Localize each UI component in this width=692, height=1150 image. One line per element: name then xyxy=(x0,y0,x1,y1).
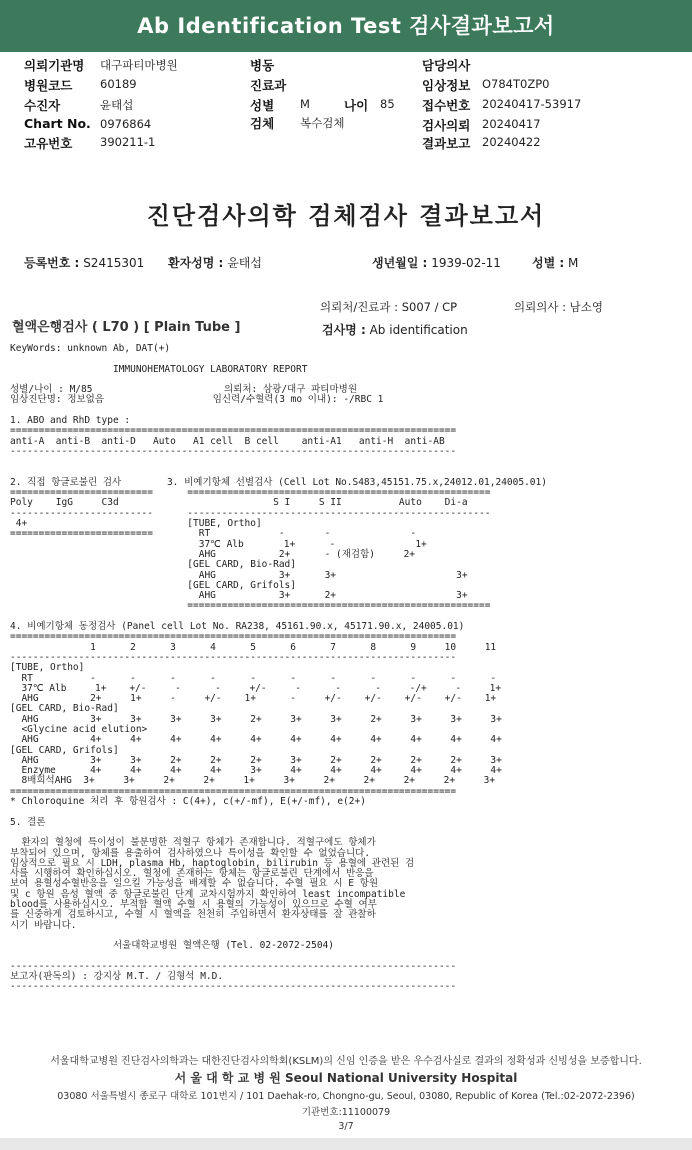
lab-report-body xyxy=(10,344,547,993)
report-line: ========================= ===================================================== xyxy=(10,487,491,499)
report-sex-value: M xyxy=(568,256,579,270)
report-line: ------------------------------------------------------------------------------ xyxy=(10,445,457,457)
report-line: 성별/나이 : M/85 의뢰처: 삼광/대구 파티마병원 xyxy=(10,384,358,396)
report-line: ===================================================== xyxy=(10,600,491,612)
report-line: IMMUNOHEMATOLOGY LABORATORY REPORT xyxy=(10,363,308,375)
label-chart-no: Chart No. xyxy=(24,116,91,131)
report-line: <Glycine acid elution> xyxy=(10,723,148,735)
birth-field xyxy=(372,254,501,271)
label-request-date: 검사의뢰 xyxy=(422,118,471,133)
patient-field xyxy=(168,254,262,271)
test-name-value: Ab identification xyxy=(369,323,468,337)
report-line: AHG 3+ 3+ 2+ 2+ 2+ 3+ 2+ 2+ 2+ 2+ 3+ xyxy=(10,754,502,766)
report-line: 보고자(판독의) : 강지상 M.T. / 김형석 M.D. xyxy=(10,971,224,983)
label-report-date: 결과보고 xyxy=(422,136,471,151)
label-department: 진료과 xyxy=(250,78,287,93)
value-receiver: 윤태섭 xyxy=(100,98,134,112)
report-line: AHG 4+ 4+ 4+ 4+ 4+ 4+ 4+ 4+ 4+ 4+ 4+ xyxy=(10,734,502,746)
value-specimen: 복수검체 xyxy=(300,116,345,130)
report-line: 임상적으로 필요 시 LDH, plasma Hb, haptoglobin, bilirubin 등 용혈에 관련된 검 xyxy=(10,857,415,869)
report-line: 사를 시행하여 확인하십시오. 혈청에 존재하는 항체는 항글로불린 단계에서 반응을 xyxy=(10,868,374,880)
report-line: AHG 2+ 1+ - +/- 1+ - +/- +/- +/- +/- 1+ xyxy=(10,693,497,705)
report-line: 보여 용혈성수혈반응을 일으킬 가능성을 배제할 수 없습니다. 수혈 필요 시 E 항원 xyxy=(10,878,379,890)
reg-no-value: S2415301 xyxy=(83,256,145,270)
label-receiver: 수진자 xyxy=(24,98,61,113)
report-sex-field xyxy=(532,254,578,271)
report-line: 37℃ Alb 1+ +/- - - +/- - - - -/+ - 1+ xyxy=(10,682,502,694)
report-line: 1. ABO and RhD type : xyxy=(10,415,131,427)
report-line: [GEL CARD, Bio-Rad] xyxy=(10,559,296,571)
report-line: AHG 3+ 2+ 3+ xyxy=(10,590,468,602)
value-institution: 대구파티마병원 xyxy=(100,58,178,72)
report-line: KeyWords: unknown Ab, DAT(+) xyxy=(10,343,171,354)
report-line: Enzyme 4+ 4+ 4+ 4+ 3+ 4+ 4+ 4+ 4+ 4+ 4+ xyxy=(10,765,502,777)
report-line: [TUBE, Ortho] xyxy=(10,662,85,674)
report-line: anti-A anti-B anti-D Auto A1 cell B cell anti-A1 anti-H anti-AB xyxy=(10,435,445,447)
report-line: 4. 비예기항체 동정검사 (Panel cell Lot No. RA238, 45161.90.x, 45171.90.x, 24005.01) xyxy=(10,621,465,633)
value-age: 85 xyxy=(380,97,395,111)
patient-value: 윤태섭 xyxy=(227,256,262,270)
label-clinical-info: 임상정보 xyxy=(422,78,471,93)
label-unique-no: 고유번호 xyxy=(24,136,73,151)
reg-no-field xyxy=(24,254,144,271)
report-sex-label: 성별 : xyxy=(532,256,565,270)
report-line: Poly IgG C3d S I S II Auto Di-a xyxy=(10,497,468,509)
page-number: 3/7 xyxy=(338,1121,354,1132)
value-chart-no: 0976864 xyxy=(100,117,152,131)
ref-doctor: 의뢰의사 : 남소영 xyxy=(514,300,603,314)
report-line: [GEL CARD, Bio-Rad] xyxy=(10,703,119,715)
report-line: 부착되어 있으며, 항체를 용출하여 검사하였으나 특이성을 확인할 수 없었습니다. xyxy=(10,847,371,859)
test-name-label: 검사명 : xyxy=(322,323,366,337)
label-ward: 병동 xyxy=(250,58,275,73)
patient-label: 환자성명 : xyxy=(168,256,224,270)
org-no: 기관번호:11100079 xyxy=(301,1107,391,1118)
value-receipt-no: 20240417-53917 xyxy=(482,97,582,111)
hospital-name: 서 울 대 학 교 병 원 Seoul National University Hospital xyxy=(174,1071,518,1085)
report-line: blood를 사용하십시오. 부적합 혈액 수혈 시 용혈의 가능성이 있으므로 수혈 여부 xyxy=(10,899,377,911)
value-sex: M xyxy=(300,97,310,111)
value-clinical-info: O784T0ZP0 xyxy=(482,77,550,91)
report-line: 8배희석AHG 3+ 3+ 2+ 2+ 1+ 3+ 2+ 2+ 2+ 2+ 3+ xyxy=(10,775,496,787)
label-institution: 의뢰기관명 xyxy=(24,58,85,73)
test-name-field xyxy=(322,321,468,338)
banner-title: Ab Identification Test 검사결과보고서 xyxy=(137,14,555,38)
report-line: 임상진단명: 정보없음 임신력/수혈력(3 mo 이내): -/RBC 1 xyxy=(10,394,384,406)
test-group: 혈액은행검사 ( L70 ) [ Plain Tube ] xyxy=(12,320,241,335)
value-request-date: 20240417 xyxy=(482,117,541,131)
report-line: [GEL CARD, Grifols] xyxy=(10,744,119,756)
report-line: ============================================================================== xyxy=(10,631,457,643)
report-line: * Chloroquine 처리 후 항원검사 : C(4+), c(+/-mf), E(+/-mf), e(2+) xyxy=(10,796,366,808)
birth-label: 생년월일 : xyxy=(372,256,428,270)
label-doctor: 담당의사 xyxy=(422,58,471,73)
report-line: 환자의 혈청에 특이성이 불분명한 적혈구 항체가 존재합니다. 적혈구에도 항체가 xyxy=(10,837,376,849)
report-line: AHG 2+ - (재검함) 2+ xyxy=(10,548,416,560)
report-line: 4+ [TUBE, Ortho] xyxy=(10,518,262,530)
report-line: ------------------------------------------------------------------------------ xyxy=(10,981,457,993)
value-unique-no: 390211-1 xyxy=(100,135,156,149)
report-line: 시기 바랍니다. xyxy=(10,919,77,931)
report-line: 를 신중하게 검토하시고, 수혈 시 혈액을 천천히 주입하면서 환자상태를 잘 관찰하 xyxy=(10,909,376,921)
report-line: AHG 3+ 3+ 3+ 3+ 2+ 3+ 3+ 2+ 3+ 3+ 3+ xyxy=(10,713,502,725)
label-age: 나이 xyxy=(344,98,369,113)
cert-text: 서울대학교병원 진단검사의학과는 대한진단검사의학회(KSLM)의 신임 인증을 받은 우수검사실로 결과의 정확성과 신빙성을 보증합니다. xyxy=(50,1056,642,1067)
report-title: 진단검사의학 검체검사 결과보고서 xyxy=(146,202,546,230)
value-report-date: 20240422 xyxy=(482,135,541,149)
report-line: ========================= RT - - - xyxy=(10,528,417,540)
report-line: 5. 결론 xyxy=(10,816,46,828)
hospital-address: 03080 서울특별시 종로구 대학로 101번지 / 101 Daehak-ro, Chongno-gu, Seoul, 03080, Republic of Korea (Tel.:02-2072-2396) xyxy=(57,1091,635,1102)
report-line: [GEL CARD, Grifols] xyxy=(10,579,296,591)
report-line: 2. 직접 항글로불린 검사 3. 비예기항체 선별검사 (Cell Lot No.S483,45151.75.x,24012.01,24005.01) xyxy=(10,476,547,488)
report-line: AHG 3+ 3+ 3+ xyxy=(10,569,468,581)
label-receipt-no: 접수번호 xyxy=(422,98,471,113)
report-line: ------------------------------------------------------------------------------ xyxy=(10,960,457,972)
label-hospital-code: 병원코드 xyxy=(24,78,73,93)
label-specimen: 검체 xyxy=(250,116,275,131)
ref-dept: 의뢰처/진료과 : S007 / CP xyxy=(320,300,458,314)
report-line: 1 2 3 4 5 6 7 8 9 10 11 xyxy=(10,641,497,653)
reg-no-label: 등록번호 : xyxy=(24,256,80,270)
report-line: ------------------------- ----------------------------------------------------- xyxy=(10,507,491,519)
value-hospital-code: 60189 xyxy=(100,77,137,91)
report-line: 37℃ Alb 1+ - 1+ xyxy=(10,538,427,550)
report-line: ============================================================================== xyxy=(10,785,457,797)
birth-value: 1939-02-11 xyxy=(431,256,501,270)
report-line: 서울대학교병원 혈액은행 (Tel. 02-2072-2504) xyxy=(10,940,335,952)
label-sex: 성별 xyxy=(250,98,275,113)
report-line: ============================================================================== xyxy=(10,425,457,437)
report-line: RT - - - - - - - - - - - xyxy=(10,672,497,684)
report-line: ------------------------------------------------------------------------------ xyxy=(10,651,457,663)
bottom-bar xyxy=(0,1138,692,1150)
report-line: 및 c 항원 음성 혈액 중 항글로불린 단계 교차시험까지 확인하여 least incompatible xyxy=(10,888,406,900)
